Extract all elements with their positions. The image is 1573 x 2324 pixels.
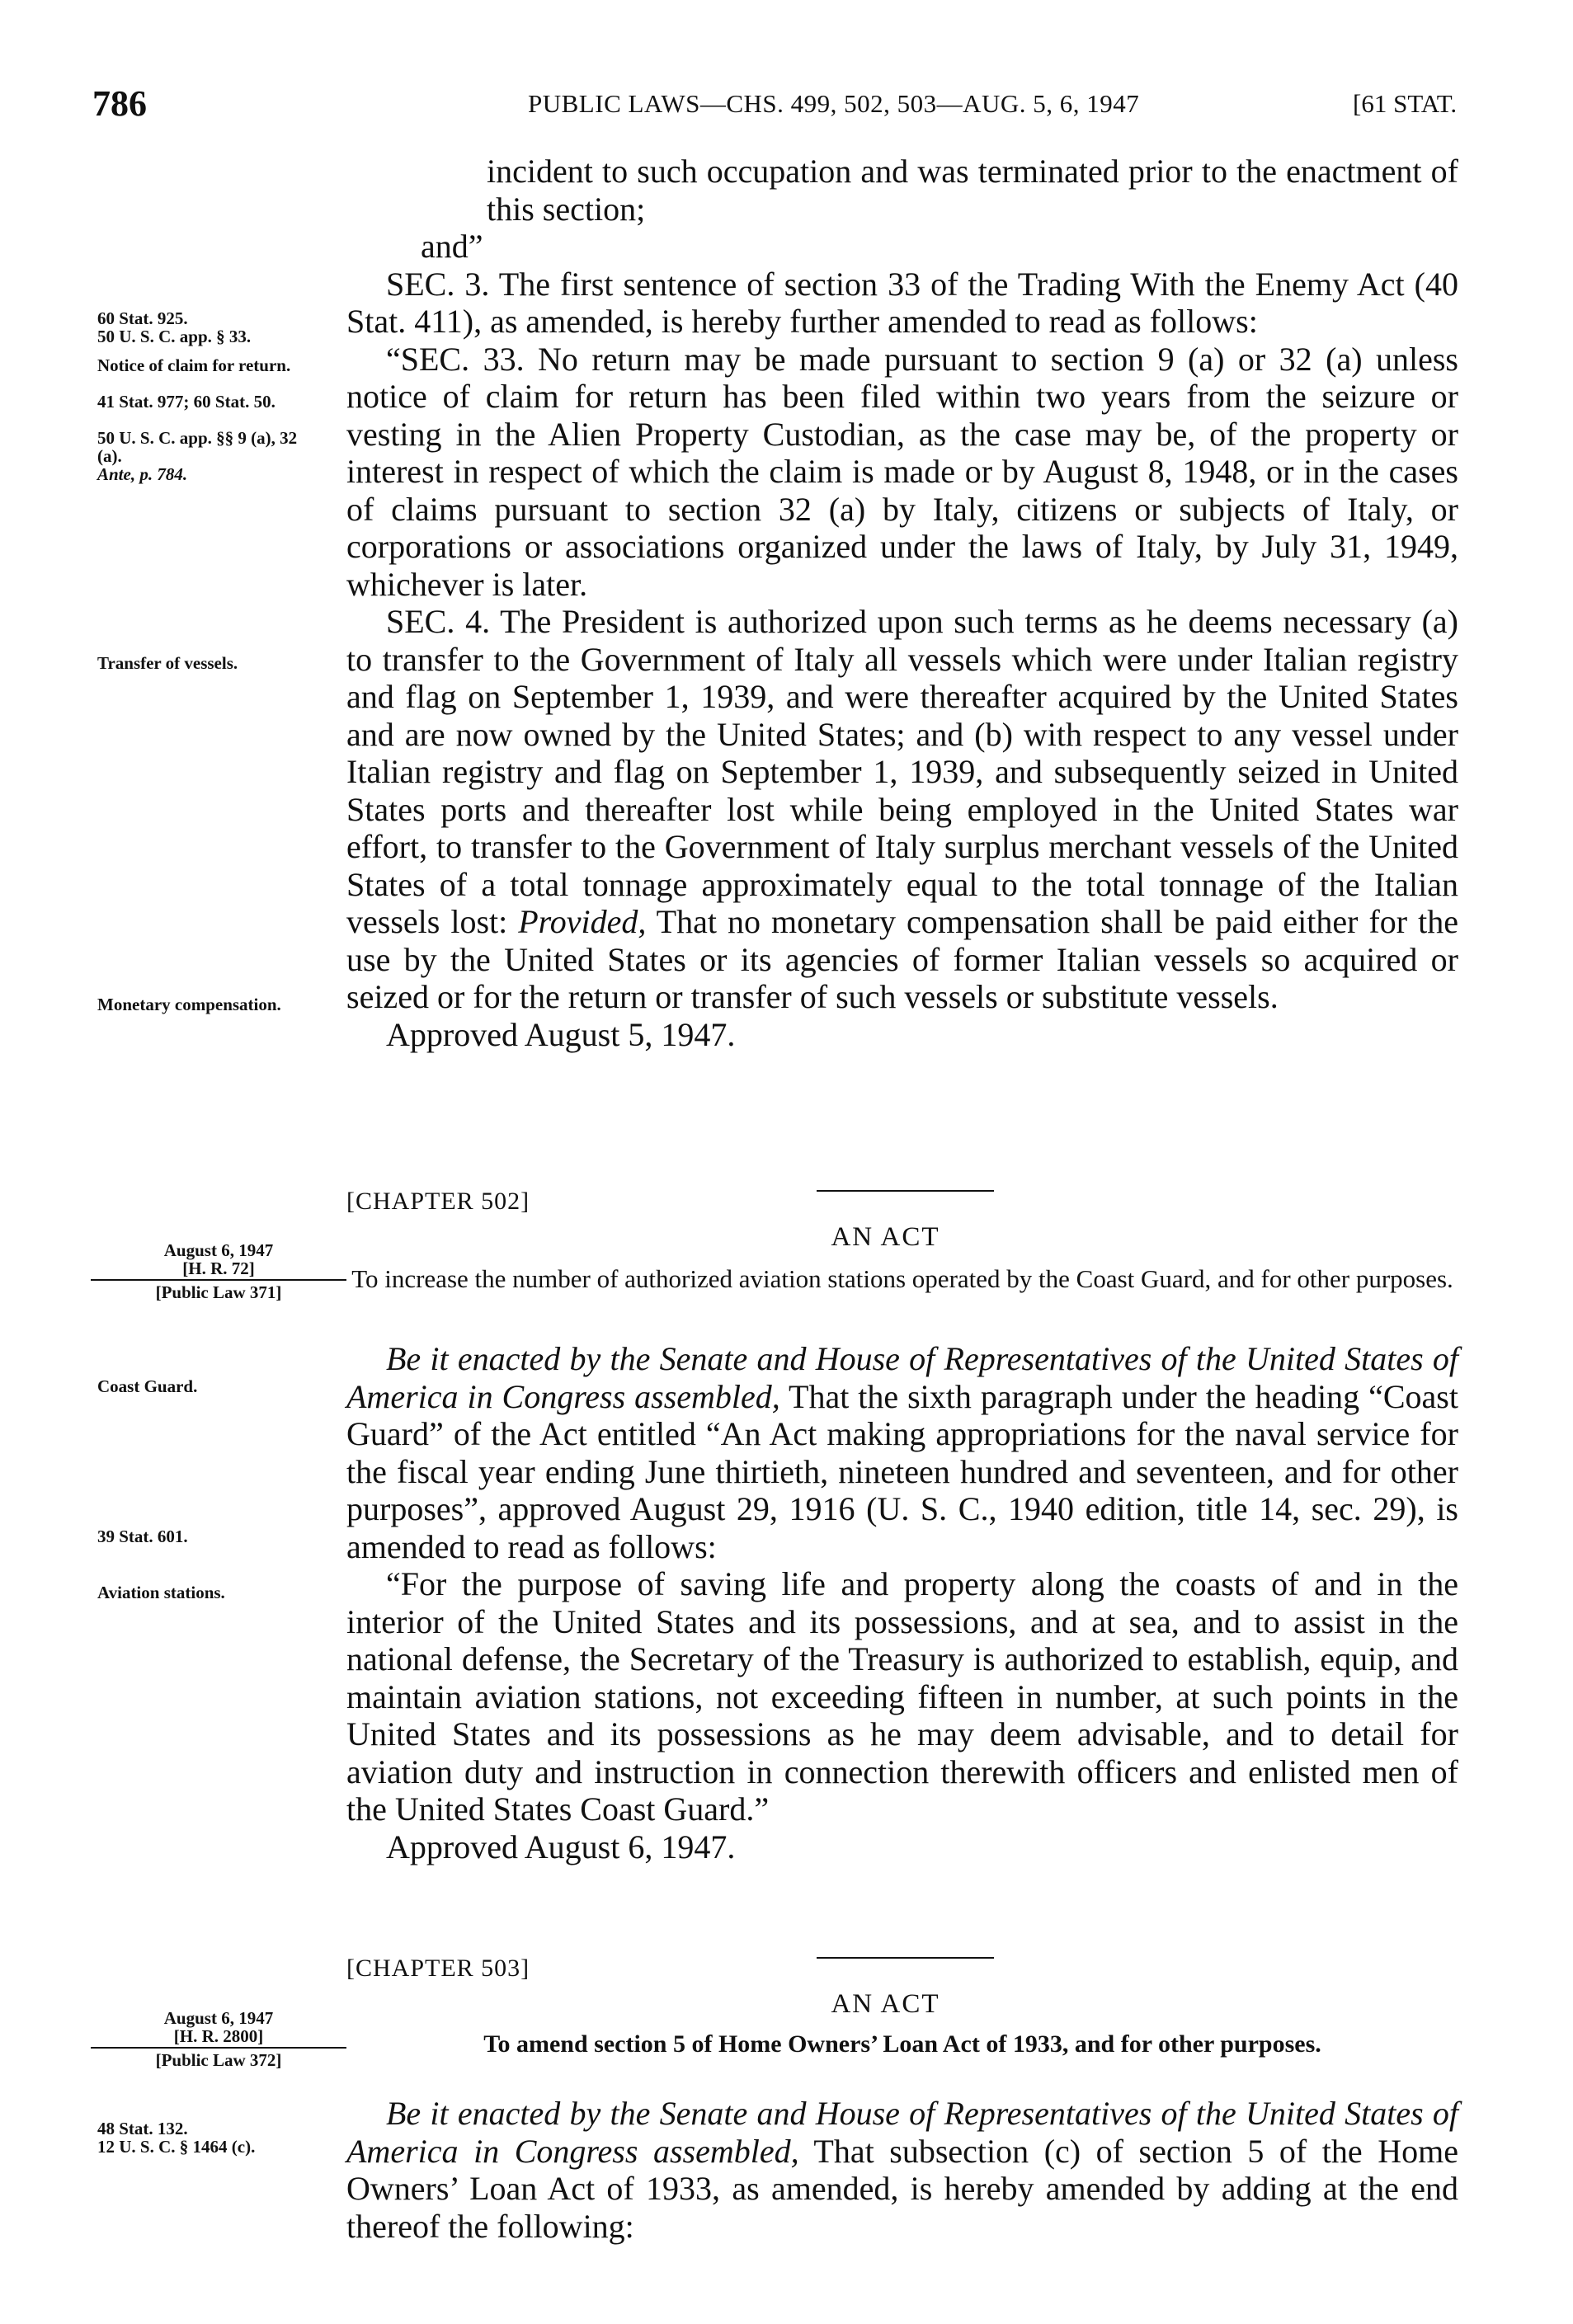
margin-note-12-usc-1464: 12 U. S. C. § 1464 (c). — [97, 2137, 256, 2157]
section-4-rest: That no monetary compensation shall be paid either for the use by the United States or its agencies of former Italian vessels so acquired or seized or for the return or transfer of such vessels or substitute vessels. — [346, 903, 1458, 1015]
section-3-paragraph: SEC. 3. The first sentence of section 33 of the Trading With the Enemy Act (40 Stat. 411), as amended, is hereby further amended to read as follows: — [346, 265, 1458, 340]
provided-word: Provided, — [518, 903, 647, 940]
chapter-503-label: [CHAPTER 503] — [346, 1955, 530, 1982]
chapter-502-public-law: [Public Law 371] — [155, 1282, 282, 1302]
chapter-502-enacting-rest: That the sixth paragraph under the heading “Coast Guard” of the Act entitled “An Act making appropriations for the naval service for the fiscal year ending June thirtieth, nineteen hundred and seventeen, and for other purposes”, approved August 29, 1916 (U. S. C., 1940 edition, title 14, sec. 29), is amended to read as follows: — [346, 1377, 1458, 1565]
running-head: PUBLIC LAWS—CHS. 499, 502, 503—AUG. 5, 6, 1947 — [528, 89, 1140, 118]
chapter-502-enacting-italic: Be it enacted by the Senate and House of Representatives of the United States of America in Congress assembled, — [346, 1340, 1458, 1415]
approved-aug-6-ch502: Approved August 6, 1947. — [386, 1828, 736, 1865]
chapter-503-act-title: AN ACT — [831, 1989, 940, 2019]
continuation-paragraph: incident to such occupation and was terminated prior to the enactment of this section; — [487, 153, 1458, 228]
chapter-503-enacting-clause — [346, 2095, 1458, 2245]
chapter-503-enacting-italic: Be it enacted by the Senate and House of Representatives of the United States of America in Congress assembled, — [346, 2095, 1458, 2170]
chapter-502-enacting-clause — [346, 1340, 1458, 1565]
statute-volume-ref: [61 STAT. — [1353, 89, 1458, 118]
margin-note-41-stat-977: 41 Stat. 977; 60 Stat. 50. — [97, 392, 276, 412]
margin-note-50-usc-9a: 50 U. S. C. app. §§ 9 (a), 32 (a). — [97, 428, 298, 466]
chapter-502-quoted-paragraph: “For the purpose of saving life and property along the coasts of and in the interior of the United States and its possessions, and at sea, and to assist in the national defense, the Secretary of the Treasury is authorized to establish, equip, and maintain aviation stations, not exceeding fifteen in number, at such points in the United States and its possessions as he may deem advisable, and to detail for aviation duty and instruction in connection therewith officers and enlisted men of the United States Coast Guard.” — [346, 1565, 1458, 1828]
chapter-503-body — [346, 2095, 1458, 2245]
chapter-503-public-law: [Public Law 372] — [155, 2050, 282, 2070]
section-4-main: SEC. 4. The President is authorized upon such terms as he deems necessary (a) to transfer to the Government of Italy all vessels which were under Italian registry and flag on September 1, 1939, and were thereafter acquired by the United States and are now owned by the United States; and (b) with respect to any vessel under Italian registry and flag on September 1, 1939, and subsequently seized in United States ports and thereafter lost while being employed in the United States war effort, to transfer to the Government of Italy surplus merchant vessels of the United States of a total tonnage approximately equal to the total tonnage of the Italian vessels lost: — [346, 603, 1458, 940]
page-number: 786 — [92, 83, 147, 124]
chapter-502-date-block — [91, 1241, 346, 1301]
chapter-502-purpose: To increase the number of authorized aviation stations operated by the Coast Guard, and for other purposes. — [351, 1264, 1453, 1293]
margin-note-ante: Ante, p. 784. — [97, 464, 188, 484]
chapter-503-rule — [817, 1957, 994, 1959]
and-quote: and” — [421, 228, 483, 265]
margin-note-coast-guard: Coast Guard. — [97, 1376, 198, 1396]
chapter-503-date-block — [91, 2009, 346, 2069]
chapter-503-date: August 6, 1947 — [163, 2008, 274, 2028]
chapter-502-label: [CHAPTER 502] — [346, 1188, 530, 1215]
chapter-503-enacting-rest: That subsection (c) of section 5 of the Home Owners’ Loan Act of 1933, as amended, is hereby amended by adding at the end thereof the following: — [346, 2132, 1458, 2245]
approved-aug-5: Approved August 5, 1947. — [386, 1015, 736, 1053]
top-section — [346, 153, 1458, 1053]
chapter-503-purpose: To amend section 5 of Home Owners’ Loan Act of 1933, and for other purposes. — [483, 2030, 1321, 2058]
margin-note-60-stat-925: 60 Stat. 925. — [97, 308, 188, 328]
margin-note-50-usc-33: 50 U. S. C. app. § 33. — [97, 327, 252, 346]
margin-note-48-stat-132: 48 Stat. 132. — [97, 2119, 188, 2138]
chapter-502-bill: [H. R. 72] — [91, 1259, 346, 1281]
section-33-paragraph: “SEC. 33. No return may be made pursuant to section 9 (a) or 32 (a) unless notice of claim for return has been filed within two years from the seizure or vesting in the Alien Property Custodian, as the case may be, of the property or interest in respect of which the claim is made or by August 8, 1948, or in the cases of claims pursuant to section 32 (a) by Italy, citizens or subjects of Italy, or corporations or associations organized under the laws of Italy, by July 31, 1949, whichever is later. — [346, 340, 1458, 603]
margin-note-transfer-of-vessels: Transfer of vessels. — [97, 653, 238, 673]
margin-note-monetary-compensation: Monetary compensation. — [97, 995, 281, 1014]
margin-note-notice-of-claim: Notice of claim for return. — [97, 355, 291, 375]
chapter-502-rule — [817, 1190, 994, 1192]
chapter-502-act-title: AN ACT — [831, 1222, 940, 1252]
chapter-502-body — [346, 1340, 1458, 1865]
chapter-502-date: August 6, 1947 — [163, 1240, 274, 1260]
margin-note-aviation-stations: Aviation stations. — [97, 1583, 225, 1602]
chapter-503-bill: [H. R. 2800] — [91, 2027, 346, 2049]
margin-note-39-stat-601: 39 Stat. 601. — [97, 1527, 188, 1546]
section-4-paragraph — [346, 603, 1458, 1016]
